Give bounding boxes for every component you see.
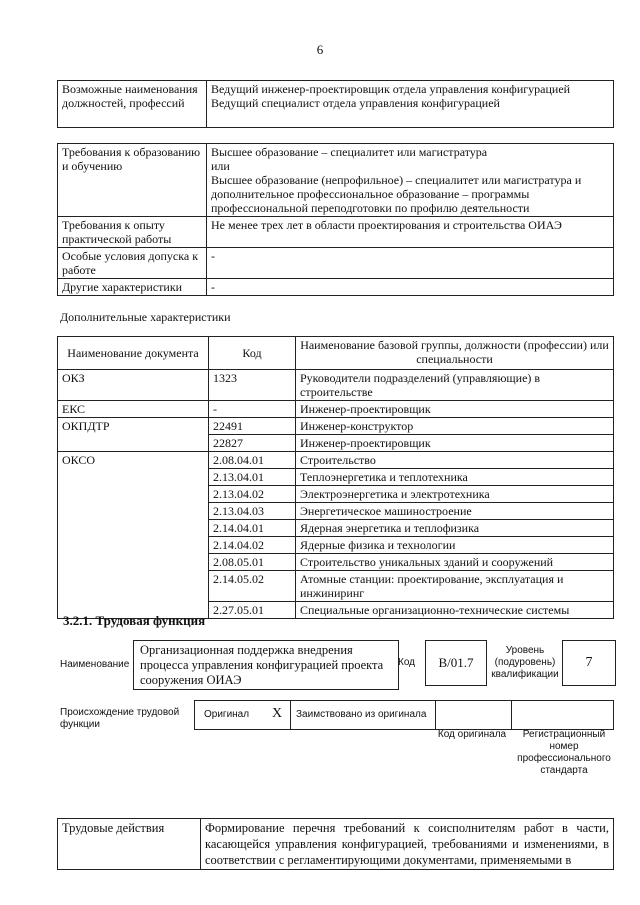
- code-value: B/01.7: [425, 640, 487, 686]
- code-original-label: Код оригинала: [437, 729, 507, 740]
- experience-label: Требования к опыту практической работы: [58, 217, 207, 248]
- other-characteristics-value: -: [207, 279, 614, 296]
- education-line-2: или: [211, 159, 230, 173]
- code-label: Код: [398, 657, 416, 668]
- function-name-label: Наименование: [60, 659, 130, 670]
- function-name-value: Организационная поддержка внедрения процесса управления конфигурацией проекта сооружения ОИАЭ: [133, 640, 399, 690]
- table-cell-doc: ОКСО: [58, 452, 209, 619]
- divider: [290, 701, 291, 729]
- table-cell-name: Специальные организационно-технические системы: [296, 602, 614, 619]
- table-cell-code: -: [209, 401, 296, 418]
- table-cell-code: 2.14.05.02: [209, 571, 296, 602]
- table-cell-name: Ядерные физика и технологии: [296, 537, 614, 554]
- table-cell-doc: ОКПДТР: [58, 418, 209, 452]
- table-cell-code: 2.13.04.03: [209, 503, 296, 520]
- level-label: Уровень (подуровень) квалификации: [491, 645, 559, 680]
- education-line-3: Высшее образование (непрофильное) – специалитет или магистратура и дополнительное профессиональное образование – программы профессиональной переподготовки по профилю деятельности: [211, 173, 582, 215]
- header-name: Наименование базовой группы, должности (профессии) или специальности: [296, 337, 614, 370]
- labor-actions-table: [57, 818, 614, 870]
- table-cell-code: 2.08.04.01: [209, 452, 296, 469]
- experience-value: Не менее трех лет в области проектирования и строительства ОИАЭ: [207, 217, 614, 248]
- table-cell-code: 1323: [209, 370, 296, 401]
- table-cell-name: Электроэнергетика и электротехника: [296, 486, 614, 503]
- header-code: Код: [209, 337, 296, 370]
- origin-label: Происхождение трудовой функции: [60, 707, 180, 730]
- original-mark: X: [272, 706, 283, 721]
- table-cell-code: 2.13.04.02: [209, 486, 296, 503]
- origin-row: [194, 700, 614, 730]
- table-cell-name: Ядерная энергетика и теплофизика: [296, 520, 614, 537]
- table-cell-name: Атомные станции: проектирование, эксплуатация и инжиниринг: [296, 571, 614, 602]
- special-conditions-value: -: [207, 248, 614, 279]
- section-title: 3.2.1. Трудовая функция: [63, 613, 206, 628]
- labor-actions-text: Формирование перечня требований к соисполнителям работ в части, касающейся управления конфигурацией, требованиями и изменениями, в соответствии с регламентирующими документами, применяемыми в: [201, 819, 614, 870]
- job-title-2: Ведущий специалист отдела управления конфигурацией: [211, 96, 500, 110]
- divider: [511, 701, 512, 729]
- job-title-1: Ведущий инженер-проектировщик отдела управления конфигурацией: [211, 82, 571, 96]
- page-number: 6: [316, 42, 324, 57]
- education-label: Требования к образованию и обучению: [58, 144, 207, 217]
- job-titles-label: Возможные наименования должностей, профессий: [58, 81, 207, 128]
- divider: [435, 701, 436, 729]
- additional-characteristics-table: [57, 336, 614, 619]
- labor-actions-label: Трудовые действия: [58, 819, 201, 870]
- table-cell-code: 2.08.05.01: [209, 554, 296, 571]
- education-line-1: Высшее образование – специалитет или магистратура: [211, 145, 488, 159]
- table-cell-name: Инженер-конструктор: [296, 418, 614, 435]
- other-characteristics-label: Другие характеристики: [58, 279, 207, 296]
- original-label: Оригинал: [204, 709, 250, 720]
- table-cell-doc: ОКЗ: [58, 370, 209, 401]
- education-value: [207, 144, 614, 217]
- table-cell-name: Строительство: [296, 452, 614, 469]
- table-cell-name: Инженер-проектировщик: [296, 401, 614, 418]
- table-cell-name: Инженер-проектировщик: [296, 435, 614, 452]
- special-conditions-label: Особые условия допуска к работе: [58, 248, 207, 279]
- extra-characteristics-heading: Дополнительные характеристики: [60, 310, 231, 324]
- table-cell-code: 22827: [209, 435, 296, 452]
- borrowed-label: Заимствовано из оригинала: [296, 709, 427, 720]
- table-cell-name: Руководители подразделений (управляющие) в строительстве: [296, 370, 614, 401]
- table-cell-code: 2.13.04.01: [209, 469, 296, 486]
- table-cell-code: 2.27.05.01: [209, 602, 296, 619]
- requirements-table: [57, 143, 614, 296]
- job-titles-table: [57, 80, 614, 128]
- table-cell-name: Энергетическое машиностроение: [296, 503, 614, 520]
- table-cell-code: 2.14.04.02: [209, 537, 296, 554]
- table-cell-doc: ЕКС: [58, 401, 209, 418]
- header-document: Наименование документа: [58, 337, 209, 370]
- table-cell-code: 22491: [209, 418, 296, 435]
- level-value: 7: [562, 640, 616, 686]
- table-cell-code: 2.14.04.01: [209, 520, 296, 537]
- reg-number-label: Регистрационный номер профессионального стандарта: [517, 729, 611, 776]
- job-titles-values: [207, 81, 614, 128]
- table-cell-name: Теплоэнергетика и теплотехника: [296, 469, 614, 486]
- table-cell-name: Строительство уникальных зданий и сооружений: [296, 554, 614, 571]
